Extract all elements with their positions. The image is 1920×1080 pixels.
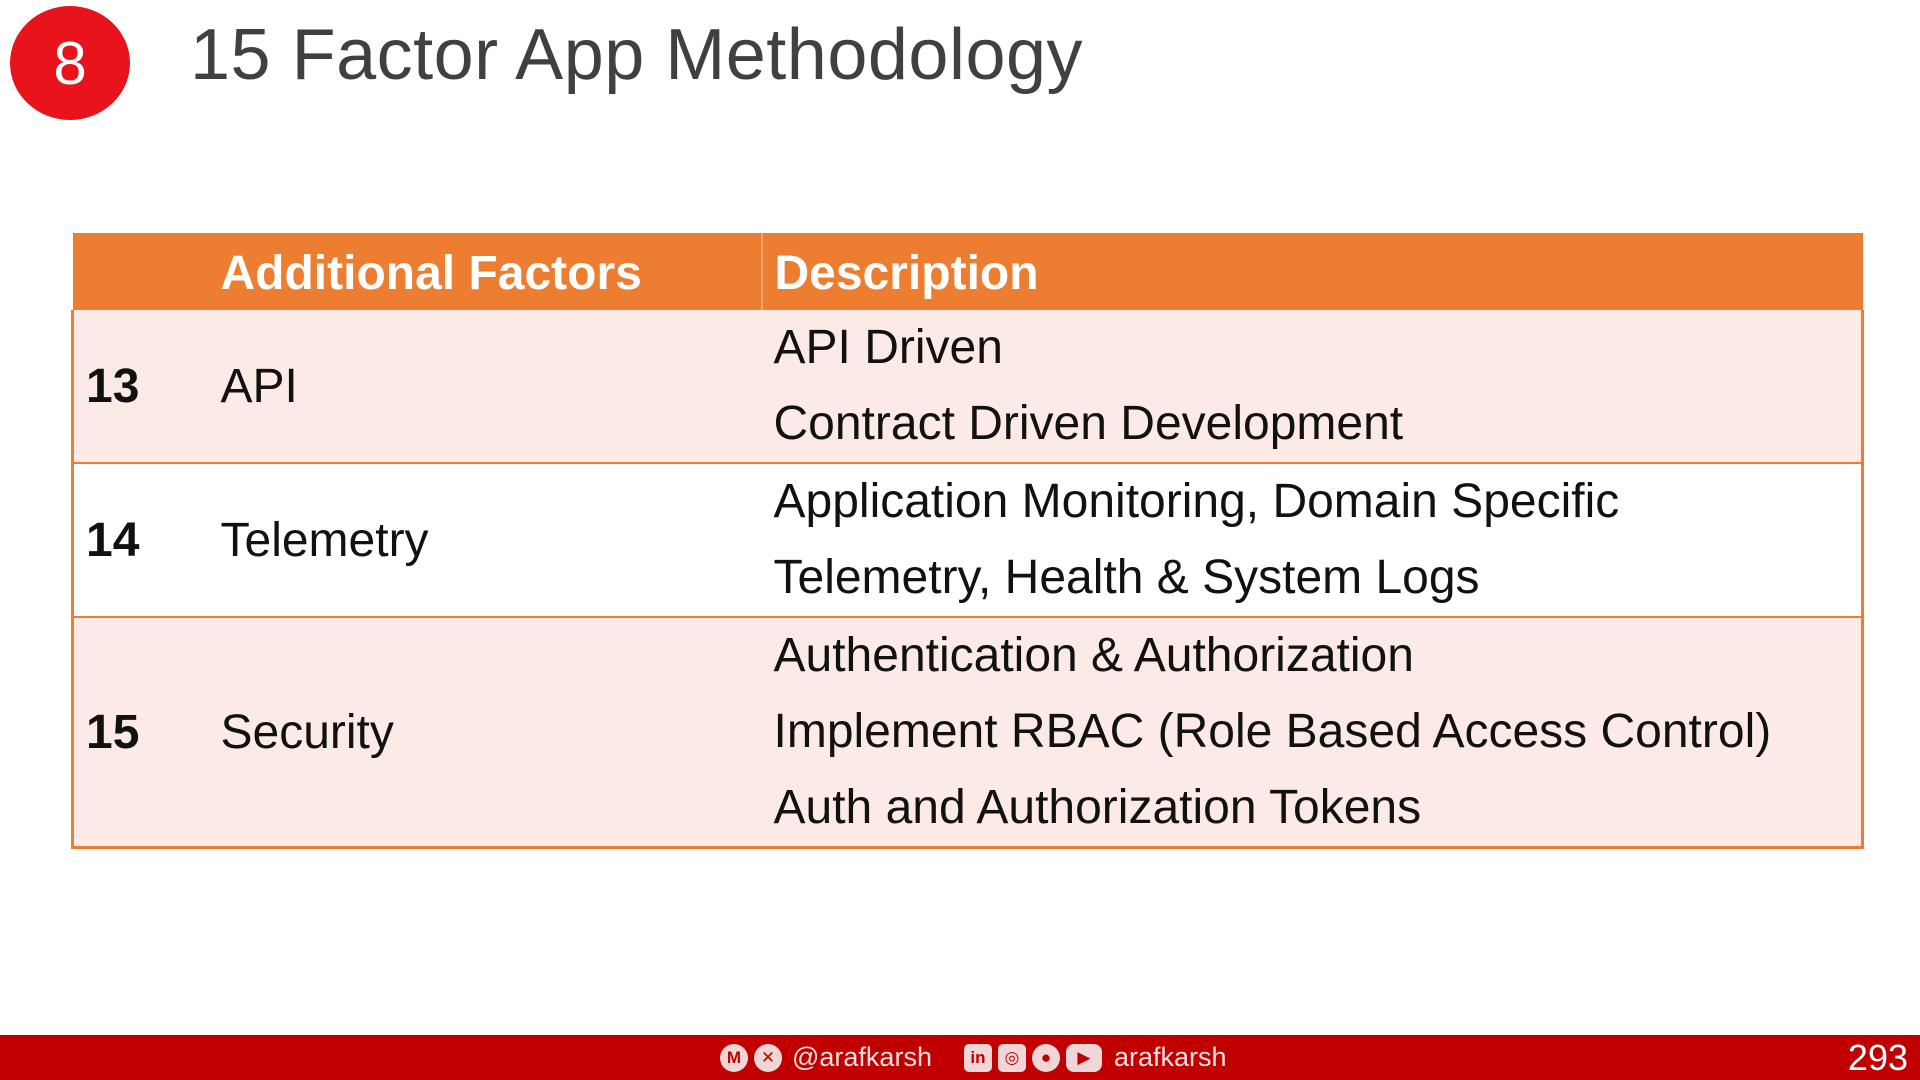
factor-description: [762, 463, 1863, 617]
section-number-badge: [10, 6, 130, 120]
factor-name: Security: [213, 617, 762, 848]
footer-bar: [0, 1035, 1920, 1080]
header-number: [73, 233, 213, 310]
instagram-icon[interactable]: ◎: [998, 1044, 1026, 1072]
factor-name: Telemetry: [213, 463, 762, 617]
linkedin-icon[interactable]: in: [964, 1044, 992, 1072]
table-row: [73, 617, 1863, 848]
factor-number: 15: [73, 617, 213, 848]
table-row: [73, 463, 1863, 617]
factor-name: API: [213, 310, 762, 463]
page-number: 293: [1847, 1037, 1908, 1078]
page-title: 15 Factor App Methodology: [190, 15, 1084, 95]
youtube-icon[interactable]: ▶: [1066, 1044, 1102, 1072]
medium-icon[interactable]: M: [720, 1044, 748, 1072]
header-description: Description: [762, 233, 1863, 310]
description-line: Authentication & Authorization: [773, 629, 1414, 682]
factor-description: [762, 617, 1863, 848]
x-icon[interactable]: ✕: [754, 1044, 782, 1072]
description-line: Telemetry, Health & System Logs: [773, 551, 1480, 604]
footer-name[interactable]: arafkarsh: [1113, 1042, 1227, 1072]
factor-number: 13: [73, 310, 213, 463]
footer-social-links: [720, 1035, 1227, 1080]
section-number: 8: [53, 29, 87, 97]
table-row: [73, 310, 1863, 463]
table-header-row: [73, 233, 1863, 310]
factor-description: [762, 310, 1863, 463]
description-line: API Driven: [773, 321, 1003, 374]
github-icon[interactable]: ●: [1032, 1044, 1060, 1072]
description-line: Contract Driven Development: [773, 397, 1404, 450]
header-additional-factors: Additional Factors: [213, 233, 762, 310]
description-line: Implement RBAC (Role Based Access Control): [773, 705, 1772, 758]
factor-number: 14: [73, 463, 213, 617]
factors-table: [71, 233, 1864, 849]
footer-handle[interactable]: @arafkarsh: [792, 1042, 932, 1072]
description-line: Application Monitoring, Domain Specific: [773, 475, 1620, 528]
description-line: Auth and Authorization Tokens: [773, 781, 1422, 834]
